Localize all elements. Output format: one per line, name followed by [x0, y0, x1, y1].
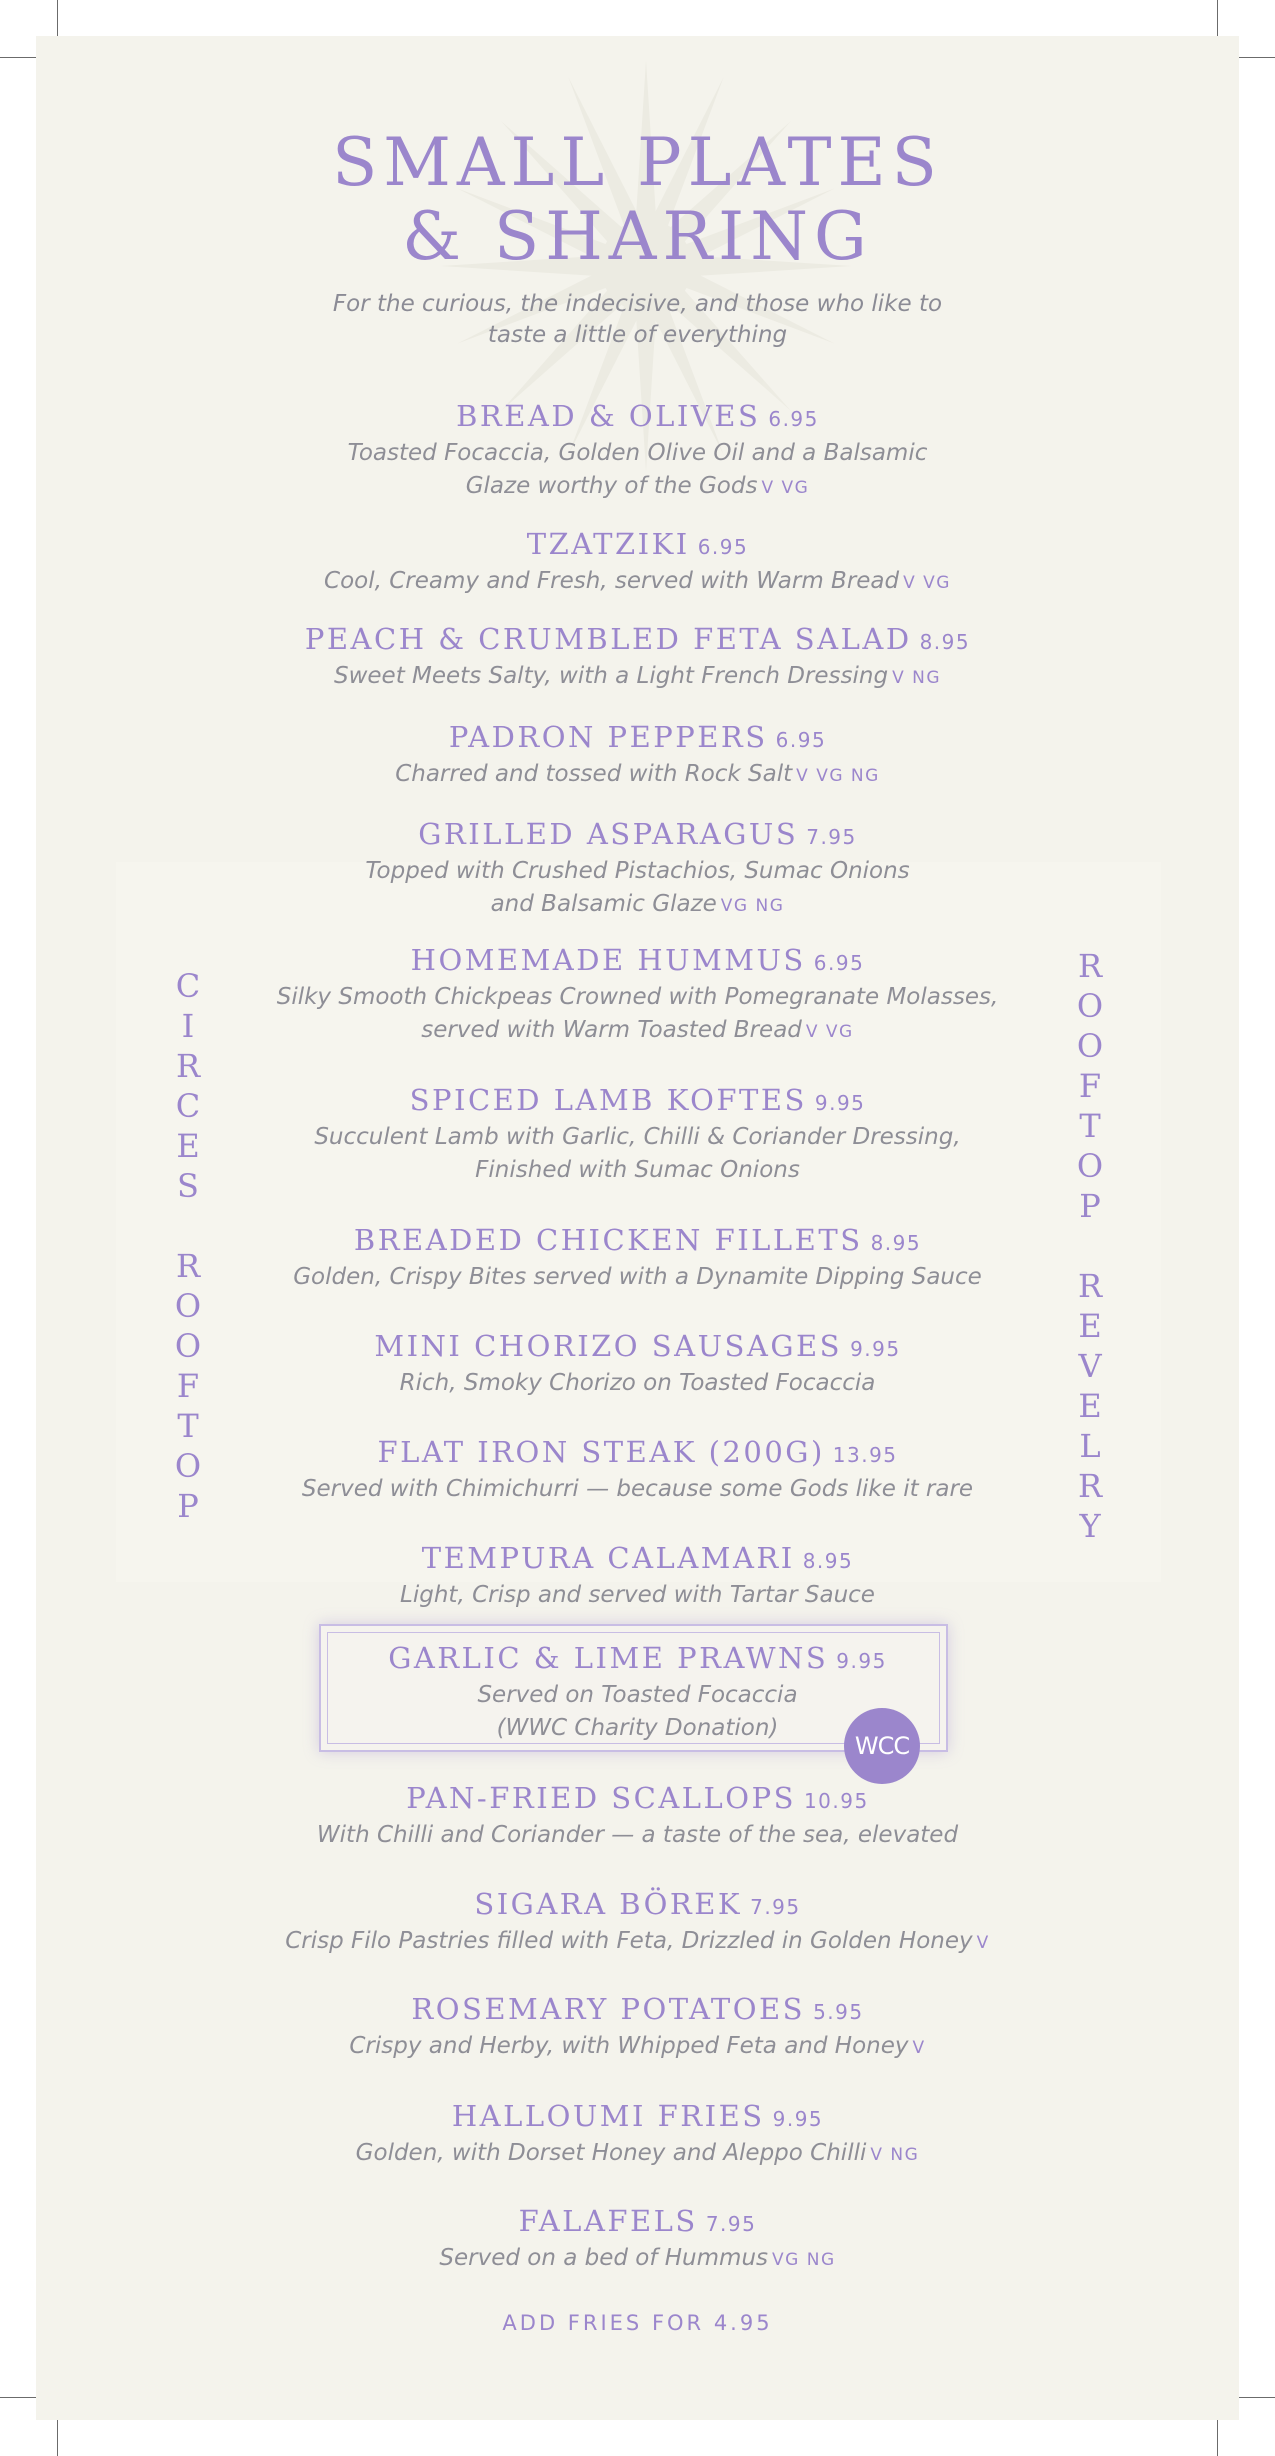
menu-item-name: HOMEMADE HUMMUS	[410, 943, 806, 977]
dietary-tags: V VG	[761, 478, 810, 498]
menu-item	[186, 398, 1089, 505]
menu-item	[186, 1991, 1089, 2065]
menu-item-name: PEACH & CRUMBLED FETA SALAD	[304, 622, 912, 656]
menu-item	[186, 1434, 1089, 1506]
description-text: Golden, with Dorset Honey and Aleppo Chilli	[355, 2140, 867, 2166]
description-text: Finished with Sumac Onions	[475, 1157, 800, 1183]
dietary-tags: V	[912, 2038, 926, 2058]
menu-item	[186, 1082, 1089, 1187]
menu-item-price: 5.95	[813, 2000, 864, 2024]
side-label-right: R O O F T O P R E V E L R Y	[1076, 947, 1104, 1545]
menu-item-description	[186, 855, 1089, 888]
dietary-tags: VG NG	[772, 2250, 836, 2270]
menu-item-price: 8.95	[919, 630, 971, 654]
menu-item-name: GARLIC & LIME PRAWNS	[388, 1641, 829, 1675]
description-text: Sweet Meets Salty, with a Light French Dressing	[333, 663, 889, 689]
menu-item-title	[186, 942, 1089, 981]
page-title	[36, 126, 1239, 274]
menu-item	[186, 1222, 1089, 1294]
menu-item-name: ROSEMARY POTATOES	[411, 1992, 806, 2026]
description-text: Silky Smooth Chickpeas Crowned with Pomegranate Molasses,	[276, 984, 999, 1010]
dietary-tags: V	[976, 1933, 990, 1953]
menu-item-price: 10.95	[803, 1789, 869, 1813]
dietary-tags: V NG	[870, 2145, 920, 2165]
menu-item-title	[186, 2098, 1089, 2137]
add-fries-note: ADD FRIES FOR 4.95	[502, 2311, 773, 2335]
menu-item-description	[186, 1367, 1089, 1400]
menu-item-title	[186, 1886, 1089, 1925]
menu-item-description	[186, 1679, 1089, 1712]
description-text: served with Warm Toasted Bread	[421, 1017, 802, 1043]
menu-item	[186, 942, 1089, 1049]
menu-item-name: FLAT IRON STEAK (200G)	[377, 1435, 825, 1469]
menu-item-description	[186, 1014, 1089, 1049]
menu-item-description	[186, 1154, 1089, 1187]
menu-item-description	[186, 758, 1089, 793]
crop-mark	[57, 2416, 58, 2456]
description-text: Served on a bed of Hummus	[439, 2245, 769, 2271]
menu-item-description	[186, 1819, 1089, 1852]
dietary-tags: V VG	[903, 573, 951, 593]
menu-item-price: 7.95	[806, 825, 857, 849]
menu-item-description	[186, 1121, 1089, 1154]
menu-item-description	[186, 2137, 1089, 2172]
menu-item-title	[186, 1328, 1089, 1367]
menu-item	[186, 1640, 1089, 1745]
menu-item-description	[186, 2030, 1089, 2065]
menu-item	[186, 1886, 1089, 1960]
menu-item-price: 6.95	[813, 951, 865, 975]
menu-item-name: PAN-FRIED SCALLOPS	[406, 1781, 796, 1815]
description-text: Topped with Crushed Pistachios, Sumac Onions	[365, 858, 910, 884]
description-text: Light, Crisp and served with Tartar Sauce	[400, 1582, 875, 1608]
menu-item-title	[186, 621, 1089, 660]
description-text: Glaze worthy of the Gods	[465, 473, 758, 499]
crop-mark	[1235, 57, 1275, 58]
menu-item-description	[186, 981, 1089, 1014]
menu-item-title	[186, 1540, 1089, 1579]
description-text: Toasted Focaccia, Golden Olive Oil and a Balsamic	[347, 440, 928, 466]
description-text: Rich, Smoky Chorizo on Toasted Focaccia	[399, 1370, 876, 1396]
description-text: (WWC Charity Donation)	[496, 1715, 779, 1741]
menu-item-price: 7.95	[750, 1895, 801, 1919]
menu-item-description	[186, 2242, 1089, 2277]
subtitle-line-2: taste a little of everything	[487, 322, 788, 348]
menu-item-description	[186, 1473, 1089, 1506]
menu-item-description	[186, 660, 1089, 695]
description-text: With Chilli and Coriander — a taste of the sea, elevated	[316, 1822, 959, 1848]
menu-item-price: 9.95	[850, 1337, 901, 1361]
title-line-1: SMALL PLATES	[332, 124, 943, 201]
menu-item-title	[186, 398, 1089, 437]
menu-item	[186, 2098, 1089, 2172]
description-text: and Balsamic Glaze	[490, 891, 717, 917]
menu-item-title	[186, 1640, 1089, 1679]
crop-mark	[1235, 2397, 1275, 2398]
charity-badge: WCC	[844, 1708, 920, 1784]
menu-item-description	[186, 437, 1089, 470]
menu-item-price: 9.95	[814, 1091, 866, 1115]
menu-item-price: 9.95	[772, 2107, 824, 2131]
dietary-tags: V NG	[892, 668, 941, 688]
crop-mark	[1217, 2416, 1218, 2456]
menu-item-name: TZATZIKI	[526, 527, 690, 561]
menu-item-title	[186, 1991, 1089, 2030]
menu-card	[36, 36, 1239, 2420]
menu-item-title	[186, 1780, 1089, 1819]
description-text: Golden, Crispy Bites served with a Dynamite Dipping Sauce	[293, 1264, 982, 1290]
menu-item-title	[186, 1082, 1089, 1121]
menu-item-title	[186, 2203, 1089, 2242]
menu-item-price: 8.95	[870, 1231, 922, 1255]
crop-mark	[0, 2397, 40, 2398]
menu-item-title	[186, 719, 1089, 758]
menu-item-description	[186, 1712, 1089, 1745]
menu-item-price: 6.95	[775, 728, 827, 752]
description-text: Crispy and Herby, with Whipped Feta and Honey	[349, 2033, 909, 2059]
description-text: Crisp Filo Pastries filled with Feta, Drizzled in Golden Honey	[285, 1928, 973, 1954]
crop-mark	[1217, 0, 1218, 40]
menu-item-name: TEMPURA CALAMARI	[421, 1541, 795, 1575]
menu-item	[186, 621, 1089, 695]
menu-item-name: SIGARA BÖREK	[474, 1887, 743, 1921]
menu-item	[186, 1540, 1089, 1612]
subtitle	[296, 289, 979, 351]
menu-item-name: BREADED CHICKEN FILLETS	[353, 1223, 863, 1257]
menu-item-description	[186, 470, 1089, 505]
menu-item-price: 9.95	[836, 1649, 887, 1673]
menu-item-price: 6.95	[768, 407, 819, 431]
menu-item	[186, 2203, 1089, 2277]
menu-item-description	[186, 565, 1089, 600]
menu-item-description	[186, 1261, 1089, 1294]
description-text: Served on Toasted Focaccia	[477, 1682, 798, 1708]
menu-item-name: BREAD & OLIVES	[456, 399, 761, 433]
menu-item	[186, 719, 1089, 793]
side-label-left: C I R C E S R O O F T O P	[174, 967, 202, 1525]
description-text: Served with Chimichurri — because some Gods like it rare	[301, 1476, 974, 1502]
menu-item-description	[186, 1925, 1089, 1960]
menu-item-price: 13.95	[832, 1443, 898, 1467]
menu-item-name: MINI CHORIZO SAUSAGES	[374, 1329, 843, 1363]
menu-item-price: 8.95	[802, 1549, 854, 1573]
menu-item-name: FALAFELS	[518, 2204, 698, 2238]
menu-item	[186, 1328, 1089, 1400]
menu-item	[186, 1780, 1089, 1852]
menu-item-title	[186, 526, 1089, 565]
menu-item-name: GRILLED ASPARAGUS	[418, 817, 799, 851]
dietary-tags: V VG NG	[796, 766, 880, 786]
menu-item	[186, 816, 1089, 923]
menu-item-name: PADRON PEPPERS	[448, 720, 768, 754]
description-text: Charred and tossed with Rock Salt	[395, 761, 793, 787]
menu-item-title	[186, 816, 1089, 855]
menu-item	[186, 526, 1089, 600]
menu-item-title	[186, 1434, 1089, 1473]
description-text: Cool, Creamy and Fresh, served with Warm Bread	[324, 568, 900, 594]
description-text: Succulent Lamb with Garlic, Chilli & Coriander Dressing,	[314, 1124, 961, 1150]
dietary-tags: VG NG	[720, 896, 785, 916]
crop-mark	[0, 57, 40, 58]
menu-item-price: 6.95	[697, 535, 749, 559]
subtitle-line-1: For the curious, the indecisive, and those who like to	[332, 291, 943, 317]
menu-item-name: HALLOUMI FRIES	[451, 2099, 765, 2133]
menu-item-title	[186, 1222, 1089, 1261]
menu-item-description	[186, 1579, 1089, 1612]
title-line-2: & SHARING	[402, 198, 873, 275]
dietary-tags: V VG	[805, 1022, 854, 1042]
crop-mark	[57, 0, 58, 40]
menu-item-name: SPICED LAMB KOFTES	[409, 1083, 807, 1117]
menu-item-price: 7.95	[705, 2212, 757, 2236]
menu-item-description	[186, 888, 1089, 923]
